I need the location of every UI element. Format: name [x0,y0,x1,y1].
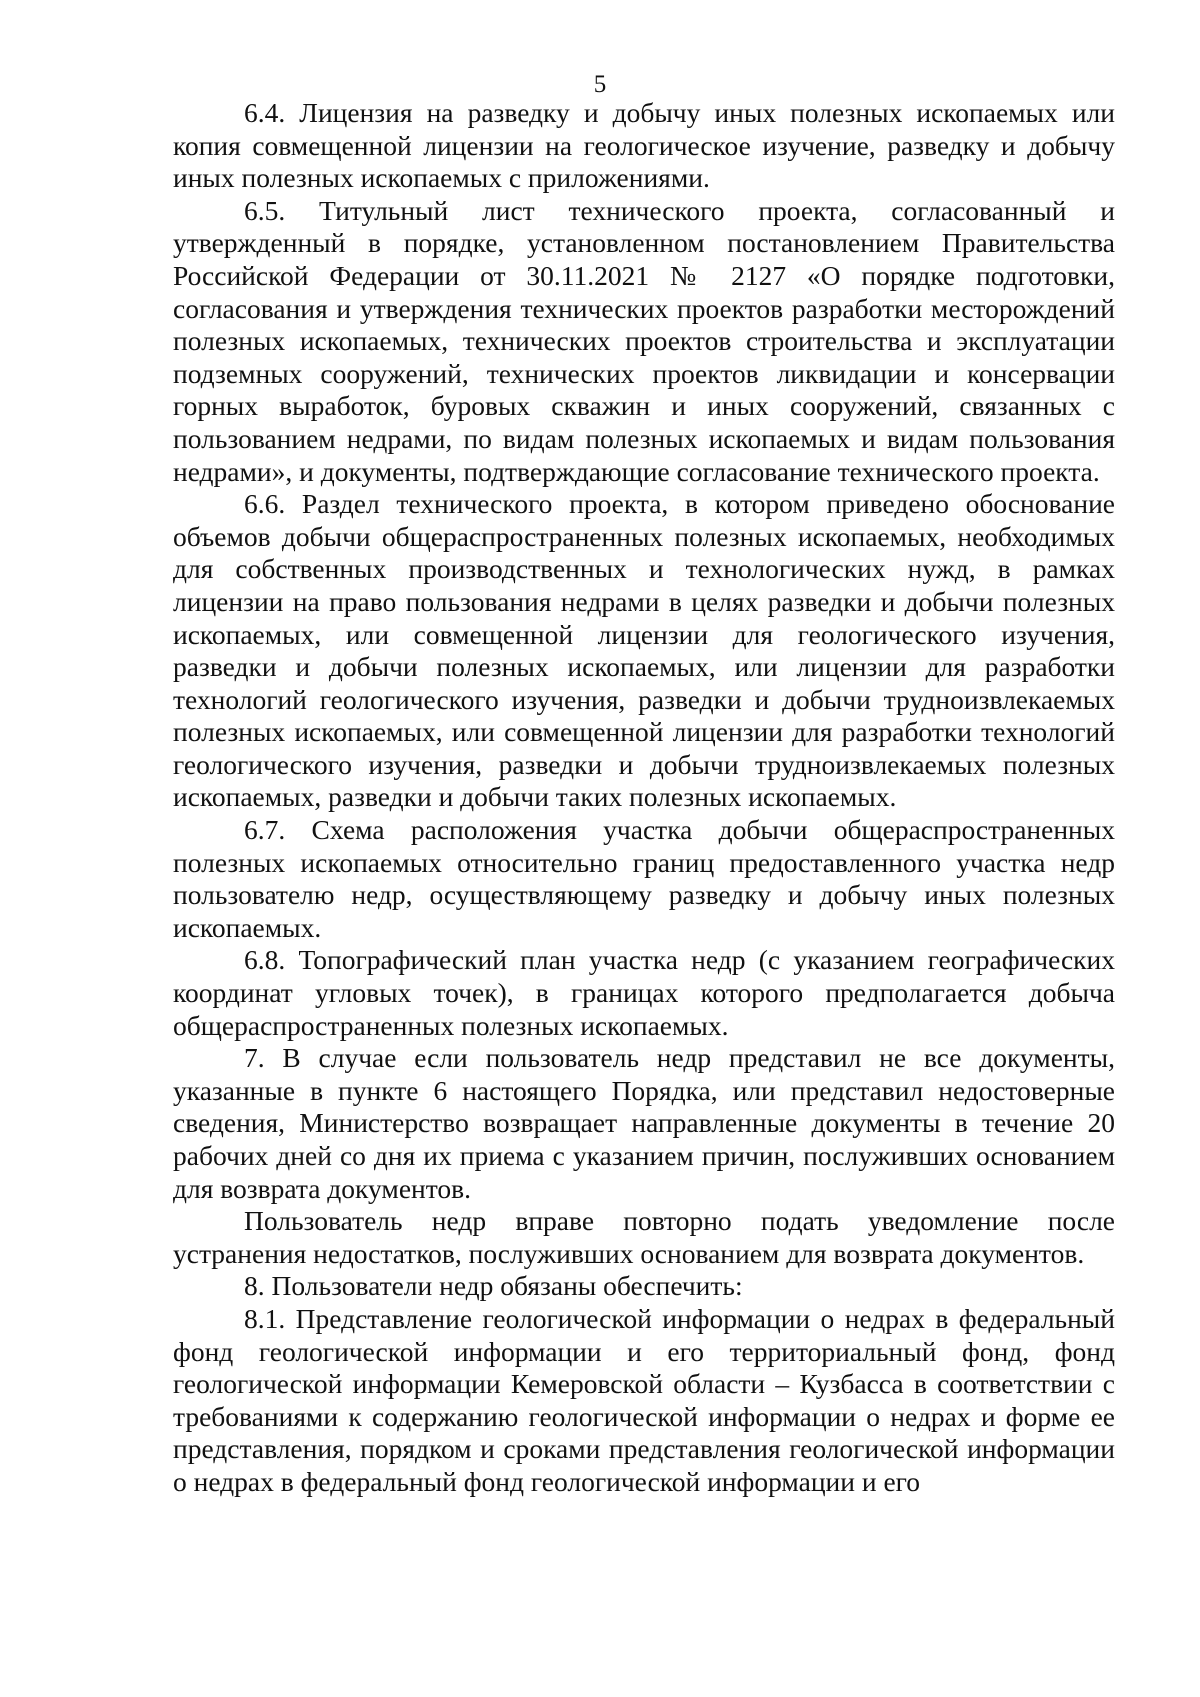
paragraph-7-continuation: Пользователь недр вправе повторно подать уведомление после устранения недостатков, послуживших основанием для возврата документов. [173,1205,1115,1269]
paragraph-6-7: 6.7. Схема расположения участка добычи общераспространенных полезных ископаемых относительно границ предоставленного участка недр пользователю недр, осуществляющему разведку и добычу иных полезных ископаемых. [173,814,1115,943]
page-number: 5 [593,71,607,98]
paragraph-6-6: 6.6. Раздел технического проекта, в котором приведено обоснование объемов добычи общераспространенных полезных ископаемых, необходимых для собственных производственных и технологических нужд, в рамках лицензии на право пользования недрами в целях разведки и добычи полезных ископаемых, или совмещенной лицензии для геологического изучения, разведки и добычи полезных ископаемых, или лицензии для разработки технологий геологического изучения, разведки и добычи трудноизвлекаемых полезных ископаемых, или совмещенной лицензии для разработки технологий геологического изучения, разведки и добычи трудноизвлекаемых полезных ископаемых, разведки и добычи таких полезных ископаемых. [173,488,1115,813]
document-body [173,97,1115,1499]
paragraph-6-8: 6.8. Топографический план участка недр (с указанием географических координат угловых точек), в границах которого предполагается добыча общераспространенных полезных ископаемых. [173,944,1115,1041]
paragraph-7: 7. В случае если пользователь недр представил не все документы, указанные в пункте 6 настоящего Порядка, или представил недостоверные сведения, Министерство возвращает направленные документы в течение 20 рабочих дней со дня их приема с указанием причин, послуживших основанием для возврата документов. [173,1042,1115,1204]
paragraph-8-1: 8.1. Представление геологической информации о недрах в федеральный фонд геологической информации и его территориальный фонд, фонд геологической информации Кемеровской области – Кузбасса в соответствии с требованиями к содержанию геологической информации о недрах и форме ее представления, порядком и сроками представления геологической информации о недрах в федеральный фонд геологической информации и его [173,1302,1115,1497]
paragraph-6-5: 6.5. Титульный лист технического проекта, согласованный и утвержденный в порядке, установленном постановлением Правительства Российской Федерации от 30.11.2021 № 2127 «О порядке подготовки, согласования и утверждения технических проектов разработки месторождений полезных ископаемых, технических проектов строительства и эксплуатации подземных сооружений, технических проектов ликвидации и консервации горных выработок, буровых скважин и иных сооружений, связанных с пользованием недрами, по видам полезных ископаемых и видам пользования недрами», и документы, подтверждающие согласование технического проекта. [173,194,1115,487]
paragraph-8: 8. Пользователи недр обязаны обеспечить: [244,1270,743,1302]
paragraph-6-4: 6.4. Лицензия на разведку и добычу иных полезных ископаемых или копия совмещенной лицензии на геологическое изучение, разведку и добычу иных полезных ископаемых с приложениями. [173,97,1115,194]
